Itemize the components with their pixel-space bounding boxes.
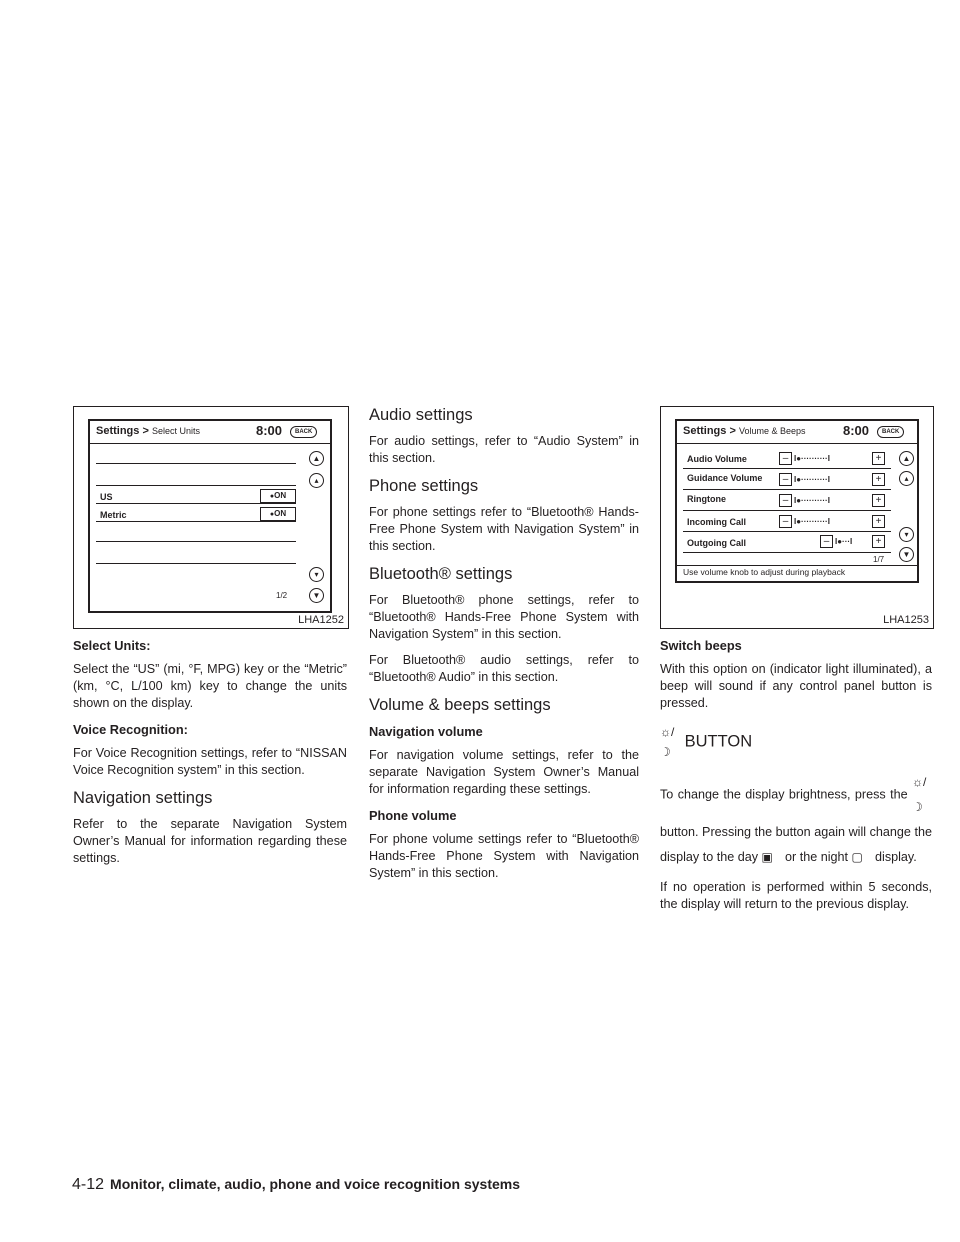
volume-knob-hint: Use volume knob to adjust during playback	[683, 567, 846, 577]
screen-title: Settings > Volume & Beeps	[683, 425, 806, 437]
figure-code: LHA1253	[883, 614, 929, 626]
metric-option-label: Metric	[100, 510, 127, 520]
metric-on-indicator[interactable]: ● ON	[260, 507, 296, 521]
incoming-call-minus[interactable]: –	[779, 515, 792, 528]
audio-volume-minus[interactable]: –	[779, 452, 792, 465]
outgoing-call-minus[interactable]: –	[820, 535, 833, 548]
audio-volume-label: Audio Volume	[687, 454, 747, 464]
brightness-text: To change the display brightness, press the ☼/☽ button. Pressing the button again will change the display to the day ▣ or the night ▢ display.	[660, 770, 932, 870]
guidance-volume-bar[interactable]: I●··········I	[794, 475, 830, 484]
guidance-volume-plus[interactable]: +	[872, 473, 885, 486]
voice-recognition-label: Voice Recognition:	[73, 722, 188, 737]
brightness-button-heading: ☼/☽ BUTTON	[660, 722, 932, 762]
navigation-volume-label: Navigation volume	[369, 724, 483, 739]
screen-clock: 8:00	[256, 423, 283, 438]
bluetooth-audio-text: For Bluetooth® audio settings, refer to “Bluetooth® Audio” in this section.	[369, 653, 639, 684]
guidance-volume-minus[interactable]: –	[779, 473, 792, 486]
scroll-up-icon[interactable]: ▴	[309, 473, 324, 488]
scroll-down-icon[interactable]: ▾	[309, 567, 324, 582]
ringtone-label: Ringtone	[687, 494, 726, 504]
volume-beeps-figure	[660, 406, 934, 629]
scroll-top-icon[interactable]: ▲	[309, 451, 324, 466]
voice-recognition-text: For Voice Recognition settings, refer to “NISSAN Voice Recognition system” in this section.	[73, 746, 347, 777]
switch-beeps-text: With this option on (indicator light illuminated), a beep will sound if any control panel button is pressed.	[660, 662, 932, 710]
navigation-settings-text: Refer to the separate Navigation System Owner’s Manual for information regarding these settings.	[73, 817, 347, 865]
back-button[interactable]: BACK	[290, 426, 317, 438]
phone-volume-label: Phone volume	[369, 808, 457, 823]
back-button[interactable]: BACK	[877, 426, 904, 438]
bluetooth-phone-text: For Bluetooth® phone settings, refer to “Bluetooth® Hands-Free Phone System with Navigation System” in this section.	[369, 593, 639, 641]
left-column	[73, 637, 347, 876]
day-night-icon: ☼/☽	[660, 725, 675, 759]
figure-code: LHA1252	[298, 614, 344, 626]
audio-settings-text: For audio settings, refer to “Audio System” in this section.	[369, 434, 639, 465]
page-indicator: 1/7	[873, 555, 885, 564]
middle-column	[369, 405, 639, 891]
us-option-label: US	[100, 492, 113, 502]
timeout-text: If no operation is performed within 5 seconds, the display will return to the previous display.	[660, 880, 932, 912]
night-display-icon: ▢	[851, 850, 863, 865]
chapter-title: Monitor, climate, audio, phone and voice recognition systems	[110, 1176, 520, 1192]
switch-beeps-label: Switch beeps	[660, 638, 742, 653]
scroll-bottom-icon[interactable]: ▼	[309, 588, 324, 603]
outgoing-call-plus[interactable]: +	[872, 535, 885, 548]
select-units-text: Select the “US” (mi, °F, MPG) key or the “Metric” (km, °C, L/100 km) key to change the units shown on the display.	[73, 662, 347, 710]
incoming-call-label: Incoming Call	[687, 517, 747, 527]
screen-title: Settings > Select Units	[96, 425, 200, 437]
audio-volume-bar[interactable]: I●··········I	[794, 454, 830, 463]
right-column	[660, 637, 932, 922]
phone-settings-text: For phone settings refer to “Bluetooth® Hands-Free Phone System with Navigation System” in this section.	[369, 505, 639, 553]
select-units-label: Select Units:	[73, 638, 151, 653]
ringtone-minus[interactable]: –	[779, 494, 792, 507]
audio-volume-plus[interactable]: +	[872, 452, 885, 465]
navigation-settings-heading: Navigation settings	[73, 789, 213, 807]
select-units-figure	[73, 406, 349, 629]
scroll-down-icon[interactable]: ▾	[899, 527, 914, 542]
volume-beeps-screen	[675, 419, 919, 583]
bluetooth-settings-heading: Bluetooth® settings	[369, 565, 513, 583]
select-units-screen	[88, 419, 332, 613]
scroll-bottom-icon[interactable]: ▼	[899, 547, 914, 562]
ringtone-bar[interactable]: I●··········I	[794, 496, 830, 505]
day-display-icon: ▣	[761, 850, 773, 865]
audio-settings-heading: Audio settings	[369, 406, 473, 424]
guidance-volume-label: Guidance Volume	[687, 473, 763, 483]
page-number: 4-12	[72, 1176, 105, 1193]
navigation-volume-text: For navigation volume settings, refer to the separate Navigation System Owner’s Manual for information regarding these settings.	[369, 748, 639, 796]
page-footer	[72, 1176, 520, 1194]
day-night-icon: ☼/☽	[912, 775, 927, 814]
ringtone-plus[interactable]: +	[872, 494, 885, 507]
incoming-call-bar[interactable]: I●··········I	[794, 517, 830, 526]
outgoing-call-bar[interactable]: I●···I	[835, 537, 853, 546]
scroll-up-icon[interactable]: ▴	[899, 471, 914, 486]
scroll-top-icon[interactable]: ▲	[899, 451, 914, 466]
phone-volume-text: For phone volume settings refer to “Bluetooth® Hands-Free Phone System with Navigation System” in this section.	[369, 832, 639, 880]
us-on-indicator[interactable]: ● ON	[260, 489, 296, 503]
incoming-call-plus[interactable]: +	[872, 515, 885, 528]
outgoing-call-label: Outgoing Call	[687, 538, 746, 548]
screen-clock: 8:00	[843, 423, 870, 438]
phone-settings-heading: Phone settings	[369, 477, 479, 495]
page-indicator: 1/2	[276, 591, 288, 600]
volume-beeps-heading: Volume & beeps settings	[369, 696, 551, 714]
